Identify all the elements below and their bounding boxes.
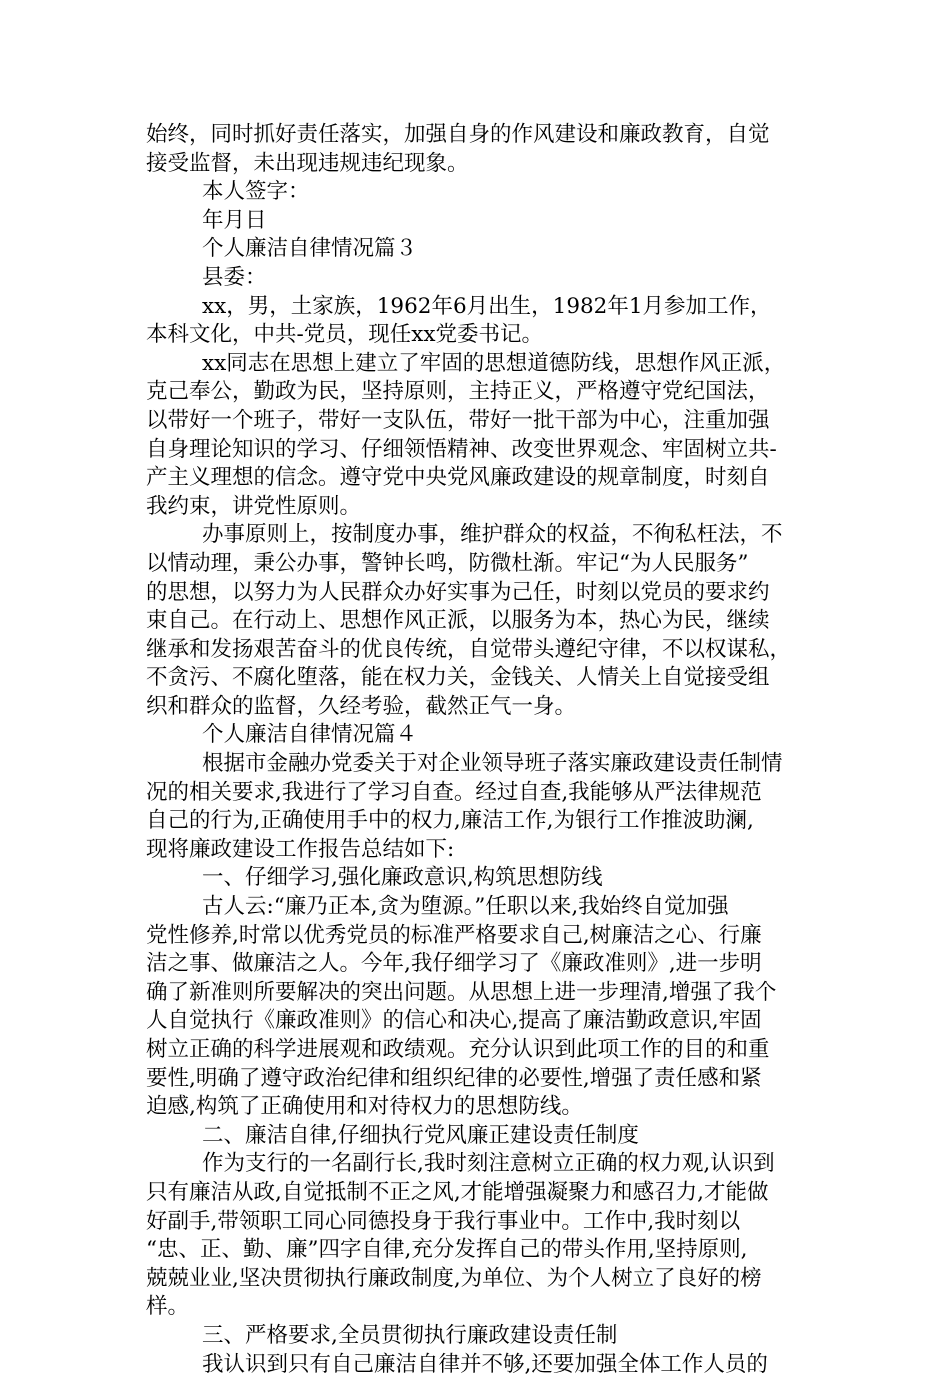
text-line: 样。 bbox=[146, 1294, 190, 1320]
text-line: 人自觉执行《廉政准则》的信心和决心,提高了廉洁勤政意识,牢固 bbox=[146, 1008, 762, 1034]
text-line: 三、严格要求,全员贯彻执行廉政建设责任制 bbox=[202, 1322, 618, 1348]
text-line: 始终，同时抓好责任落实，加强自身的作风建设和廉政教育，自觉 bbox=[146, 122, 770, 147]
text-line: xx同志在思想上建立了牢固的思想道德防线，思想作风正派， bbox=[202, 350, 786, 376]
text-line: 不贪污、不腐化堕落，能在权力关，金钱关、人情关上自觉接受组 bbox=[146, 665, 770, 691]
text-line: 兢兢业业,坚决贯彻执行廉政制度,为单位、为个人树立了良好的榜 bbox=[146, 1265, 762, 1291]
text-line: 只有廉洁从政,自觉抵制不正之风,才能增强凝聚力和感召力,才能做 bbox=[146, 1179, 769, 1205]
text-line: 以带好一个班子，带好一支队伍，带好一批干部为中心，注重加强 bbox=[146, 407, 770, 433]
text-line: 接受监督，未出现违规违纪现象。 bbox=[146, 150, 469, 176]
text-line: 现将廉政建设工作报告总结如下: bbox=[146, 836, 455, 862]
text-line: 迫感,构筑了正确使用和对待权力的思想防线。 bbox=[146, 1094, 583, 1120]
text-line: 一、仔细学习,强化廉政意识,构筑思想防线 bbox=[202, 865, 603, 891]
text-line: 我约束，讲党性原则。 bbox=[146, 493, 362, 519]
text-line: 继承和发扬艰苦奋斗的优良传统，自觉带头遵纪守律，不以权谋私， bbox=[146, 636, 792, 662]
text-line: 产主义理想的信念。遵守党中央党风廉政建设的规章制度，时刻自 bbox=[146, 465, 770, 491]
text-line: 二、廉洁自律,仔细执行党风廉正建设责任制度 bbox=[202, 1122, 639, 1148]
text-line: 古人云:“廉乃正本,贪为堕源。”任职以来,我始终自觉加强 bbox=[202, 894, 729, 920]
text-line: 洁之事、做廉洁之人。今年,我仔细学习了《廉政准则》,进一步明 bbox=[146, 951, 762, 977]
text-line: 况的相关要求,我进行了学习自查。经过自查,我能够从严法律规范 bbox=[146, 779, 762, 805]
text-line: 年月日 bbox=[202, 207, 267, 233]
text-line: 织和群众的监督，久经考验，截然正气一身。 bbox=[146, 693, 577, 719]
text-line: 自己的行为,正确使用手中的权力,廉洁工作,为银行工作推波助澜, bbox=[146, 808, 754, 834]
text-line: 束自己。在行动上、思想作风正派，以服务为本，热心为民，继续 bbox=[146, 608, 770, 634]
text-line: 好副手,带领职工同心同德投身于我行事业中。工作中,我时刻以 bbox=[146, 1208, 741, 1234]
text-line: 以情动理，秉公办事，警钟长鸣，防微杜渐。牢记“为人民服务” bbox=[146, 550, 749, 576]
text-line: 克己奉公，勤政为民，坚持原则，主持正义，严格遵守党纪国法， bbox=[146, 379, 770, 405]
text-line: 树立正确的科学进展观和政绩观。充分认识到此项工作的目的和重 bbox=[146, 1037, 770, 1062]
text-line: 个人廉洁自律情况篇４ bbox=[202, 722, 418, 748]
text-line: 自身理论知识的学习、仔细领悟精神、改变世界观念、牢固树立共- bbox=[146, 436, 777, 462]
text-line: 作为支行的一名副行长,我时刻注意树立正确的权力观,认识到 bbox=[202, 1151, 775, 1177]
text-line: 个人廉洁自律情况篇３ bbox=[202, 236, 418, 262]
text-line: xx，男，土家族，1962年6月出生，1982年1月参加工作， bbox=[202, 293, 772, 319]
text-line: 根据市金融办党委关于对企业领导班子落实廉政建设责任制情 bbox=[202, 751, 783, 777]
text-line: 党性修养,时常以优秀党员的标准严格要求自己,树廉洁之心、行廉 bbox=[146, 922, 762, 948]
text-line: 本人签字： bbox=[202, 179, 310, 205]
text-line: 办事原则上，按制度办事，维护群众的权益，不徇私枉法，不 bbox=[202, 522, 783, 548]
text-line: 要性,明确了遵守政治纪律和组织纪律的必要性,增强了责任感和紧 bbox=[146, 1065, 762, 1091]
text-line: “忠、正、勤、廉”四字自律,充分发挥自己的带头作用,坚持原则, bbox=[146, 1237, 748, 1263]
text-line: 确了新准则所要解决的突出问题。从思想上进一步理清,增强了我个 bbox=[146, 979, 777, 1005]
text-line: 县委： bbox=[202, 264, 267, 290]
text-line: 我认识到只有自己廉洁自律并不够,还要加强全体工作人员的 bbox=[202, 1351, 768, 1377]
document-page bbox=[146, 121, 812, 1379]
text-line: 的思想，以努力为人民群众办好实事为己任，时刻以党员的要求约 bbox=[146, 579, 770, 605]
text-line: 本科文化，中共-党员，现任xx党委书记。 bbox=[146, 322, 544, 348]
